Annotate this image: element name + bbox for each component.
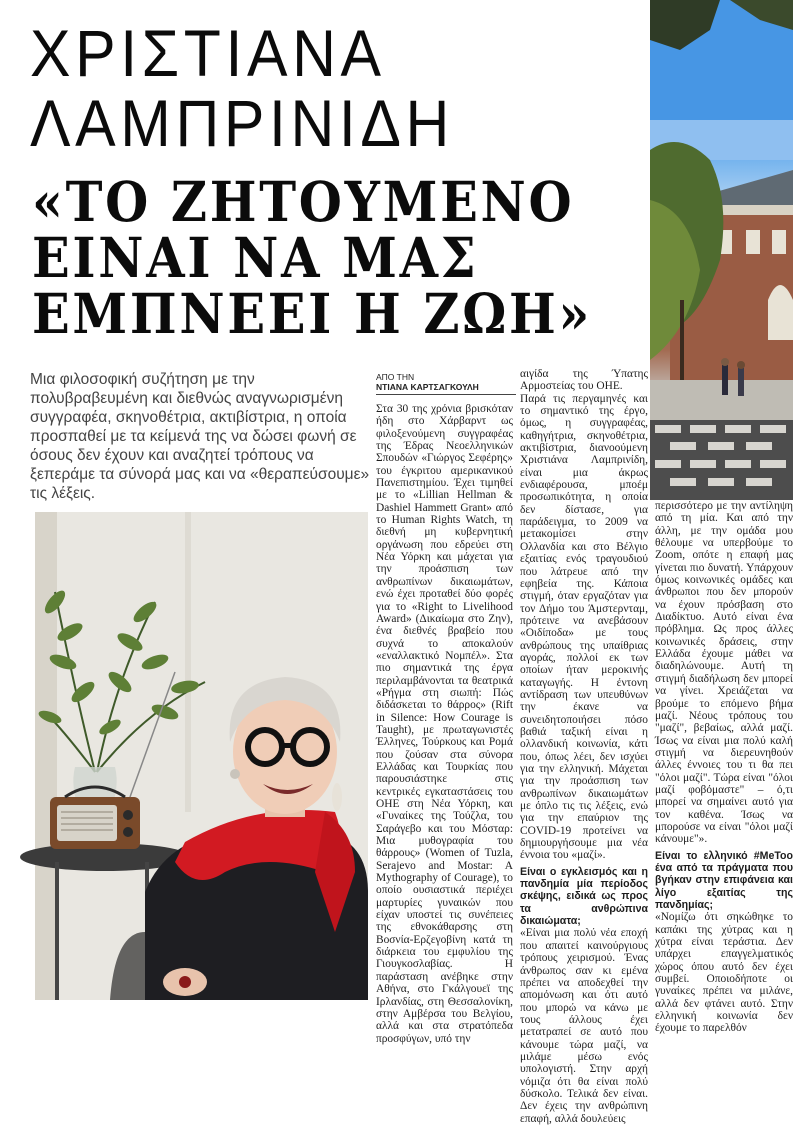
column-2-paragraph-2: Παρά τις περγαμηνές και το σημαντικό της έργο, όμως, η συγγραφέας, καθηγήτρια, σκηνοθέτρια, ακτιβίστρια, διανοούμενη Χριστιάνα Λαμπρινίδη, είναι μια άκρως ενδιαφέρουσα, μποέμ προσωπικότητα, η οποία δεν δίστασε, για παράδειγμα, το 2009 να μετακομίσει στην Ολλανδία και στο Βέλγιο εξαιτίας ενός τραγουδιού που λάτρευε από την εφηβεία της. Κάποια στιγμή, όταν εργαζόταν για τον Δήμο του Άμστερνταμ, πρότεινε να ανεβάσουν «Οιδίποδα» με τους ανθρώπους της υπαίθριας αγοράς, πολλοί εκ των οποίων ήταν μεροκινής καταγωγής. Η έντονη αντίδραση των υπευθύνων την έκανε να συνειδητοποιήσει πόσο βαθιά ταξική είναι η ολλανδική κοινωνία, κάτι που, όπως λέει, δεν ισχύει για την ελληνική. Μάχεται για την προάσπιση των ανθρωπίνων δικαιωμάτων με όπλο τις τις λέξεις, ενώ για την επαύριον της COVID-19 προτείνει να δημιουργήσουμε μια νέα έννοια του «μαζί». xyxy=(520,392,648,862)
interview-question-1: Είναι ο εγκλεισμός και η πανδημία μία περίοδος σκέψης, ειδικά ως προς τα ανθρώπινα δικαιώματα; xyxy=(520,865,648,928)
column-2-paragraph-3: «Είναι μια πολύ νέα εποχή που απαιτεί καινούργιους τρόπους χειρισμού. Ένας άνθρωπος σαν κι εμένα πρέπει να αποδεχθεί την απομόνωση και ότι αυτό που μπορώ να κάνω με τους άλλους έχει μετατραπεί σε αυτό που κάνουμε τώρα μαζί, να μιλάμε μέσω ενός υπολογιστή. Στην αρχή νόμιζα ότι θα είναι πολύ δύσκολο. Τελικά δεν είναι. Δεν έχεις την ανθρώπινη επαφή, αλλά δουλεύεις xyxy=(520,927,648,1125)
headline-name-line1: ΧΡΙΣΤΙΑΝΑ xyxy=(30,16,386,90)
byline-prefix: ΑΠΟ ΤΗΝ xyxy=(376,372,415,382)
byline xyxy=(376,372,516,395)
campus-photo xyxy=(650,0,793,500)
headline-name-line2: ΛΑΜΠΡΙΝΙΔΗ xyxy=(30,86,454,160)
column-2-paragraph-1: αιγίδα της Ύπατης Αρμοστείας του ΟΗΕ. xyxy=(520,368,648,393)
portrait-photo xyxy=(35,512,368,1000)
headline-name xyxy=(30,18,591,158)
campus-photo-illustration xyxy=(650,0,793,500)
article-lede: Μια φιλοσοφική συζήτηση με την πολυβραβευμένη και διεθνώς αναγνωρισμένη συγγραφέα, σκηνοθέτρια, ακτιβίστρια, η οποία προσπαθεί με τα κείμενά της να δώσει φωνή σε όσους δεν έχουν και αναζητεί τρόπους να ξεπεράμε τα σύνορά μας και να «θεραπεύσουμε» τις λέξεις. xyxy=(30,371,370,502)
headline-quote-line2: ΕΙΝΑΙ ΝΑ ΜΑΣ xyxy=(32,225,479,290)
headline-quote-line3: ΕΜΠΝΕΕΙ Η ΖΩΗ» xyxy=(32,281,593,346)
column-1-paragraph: Στα 30 της χρόνια βρισκόταν ήδη στο Χάρβαρντ ως φιλοξενούμενη συγγραφέας της Έδρας Νεοελληνικών Σπουδών «Γιώργος Σεφέρης» του έγκριτου αμερικανικού Πανεπιστημίου. Έχει τιμηθεί με το «Lillian Hellman & Dashiel Hammett Grant» από το Human Rights Watch, τη διεθνή μη κυβερνητική οργάνωση που εδρεύει στη Νέα Υόρκη και μάχεται για την προάσπιση των ανθρωπίνων δικαιωμάτων, ενώ έχει προταθεί δύο φορές για το «Right to Livelihood Award» (Δικαίωμα στο Ζην), ένα διεθνές βραβείο που συχνά το αποκαλούν «εναλλακτικό Νομπέλ». Στα πιο σημαντικά της έργα περιλαμβάνονται τα θεατρικά «Ρήγμα στη σιωπή: Πώς διδάσκεται το θάρρος» (Rift in Silence: How Courage is Taught), με πρωταγωνιστές Έλληνες, Τούρκους και Ρομά που ζούσαν στα σύνορα Ελλάδας και Τουρκίας που παρουσιάστηκε στις κεντρικές εγκαταστάσεις του ΟΗΕ στη Νέα Υόρκη, και «Γυναίκες της Τούζλα, του Σαράγεβο και του Μόσταρ: Μια μυθογραφία του θάρρους» (Women of Tuzla, Serajevo and Mostar: A Mythography of Courage), το οποίο ουσιαστικά περιέχει μαρτυρίες γυναικών που είχαν υποστεί τις συνέπειες της εθνοκάθαρσης στη Βοσνία-Ερζεγοβίνη κατά τη διάρκεια του εμφυλίου της Γιουγκοσλαβίας. Η παράσταση ανέβηκε στην Αθήνα, στο Γκάλγουεϊ της Ιρλανδίας, στη Θεσσαλονίκη, στην Αμβέρσα του Βελγίου, αλλά και στα στρατόπεδα προσφύγων, υπό την xyxy=(376,403,513,1045)
interview-question-2: Είναι το ελληνικό #MeToo ένα από τα πράγματα που βγήκαν στην επιφάνεια και λίγο εξαιτίας της πανδημίας; xyxy=(655,849,793,911)
article-column-1 xyxy=(376,403,513,1045)
portrait-illustration xyxy=(35,512,368,1000)
column-3-paragraph-2: «Νομίζω ότι σηκώθηκε το καπάκι της χύτρας και η χύτρα είναι τεράστια. Δεν υπάρχει επαγγελματικός χώρος όπου αυτό δεν έχει συμβεί. Οποιοδήποτε οι γυναίκες πρέπει να μιλάνε, αλλά δεν φτάνει αυτό. Στην ελληνική κοινωνία δεν έχουμε το παρελθόν xyxy=(655,911,793,1035)
article-column-3 xyxy=(655,500,793,1035)
headline-quote xyxy=(32,169,593,346)
headline-quote-line1: «ΤΟ ΖΗΤΟΥΜΕΝΟ xyxy=(32,169,575,234)
article-column-2 xyxy=(520,368,648,1125)
byline-author: ΝΤΙΑΝΑ ΚΑΡΤΣΑΓΚΟΥΛΗ xyxy=(376,382,479,392)
column-3-paragraph-1: περισσότερο με την αντίληψη από τη μία. Και από την άλλη, με την ομάδα μου θέλουμε να υπερβούμε το Zoom, οπότε η επαφή μας γίνεται πιο δυνατή. Υπάρχουν όμως κοινωνικές ομάδες και άνθρωποι που δεν μπορούν να έχουν πρόσβαση στο Διαδίκτυο. Αυτό είναι ένα πρόβλημα. Ως προς άλλες κοινωνικές δράσεις, στην Ελλάδα έχουμε μάθει να διαδηλώνουμε. Αυτή τη στιγμή διαδήλωση δεν μπορεί να γίνει. Χρειάζεται να βρούμε το επόμενο βήμα μαζί. Νέους τρόπους του "μαζί", βεβαίως, αλλά μαζί. Ίσως να είναι μια πολύ καλή στιγμή να διερευνηθούν άλλες έννοιες του τι θα πει "όλοι μαζί". Τώρα είναι "όλοι μαζί φοβόμαστε" – ό,τι μπορεί να σημαίνει αυτό για τον καθένα. Ίσως να μπορούσε να είναι "όλοι μαζί κάνουμε"». xyxy=(655,500,793,846)
